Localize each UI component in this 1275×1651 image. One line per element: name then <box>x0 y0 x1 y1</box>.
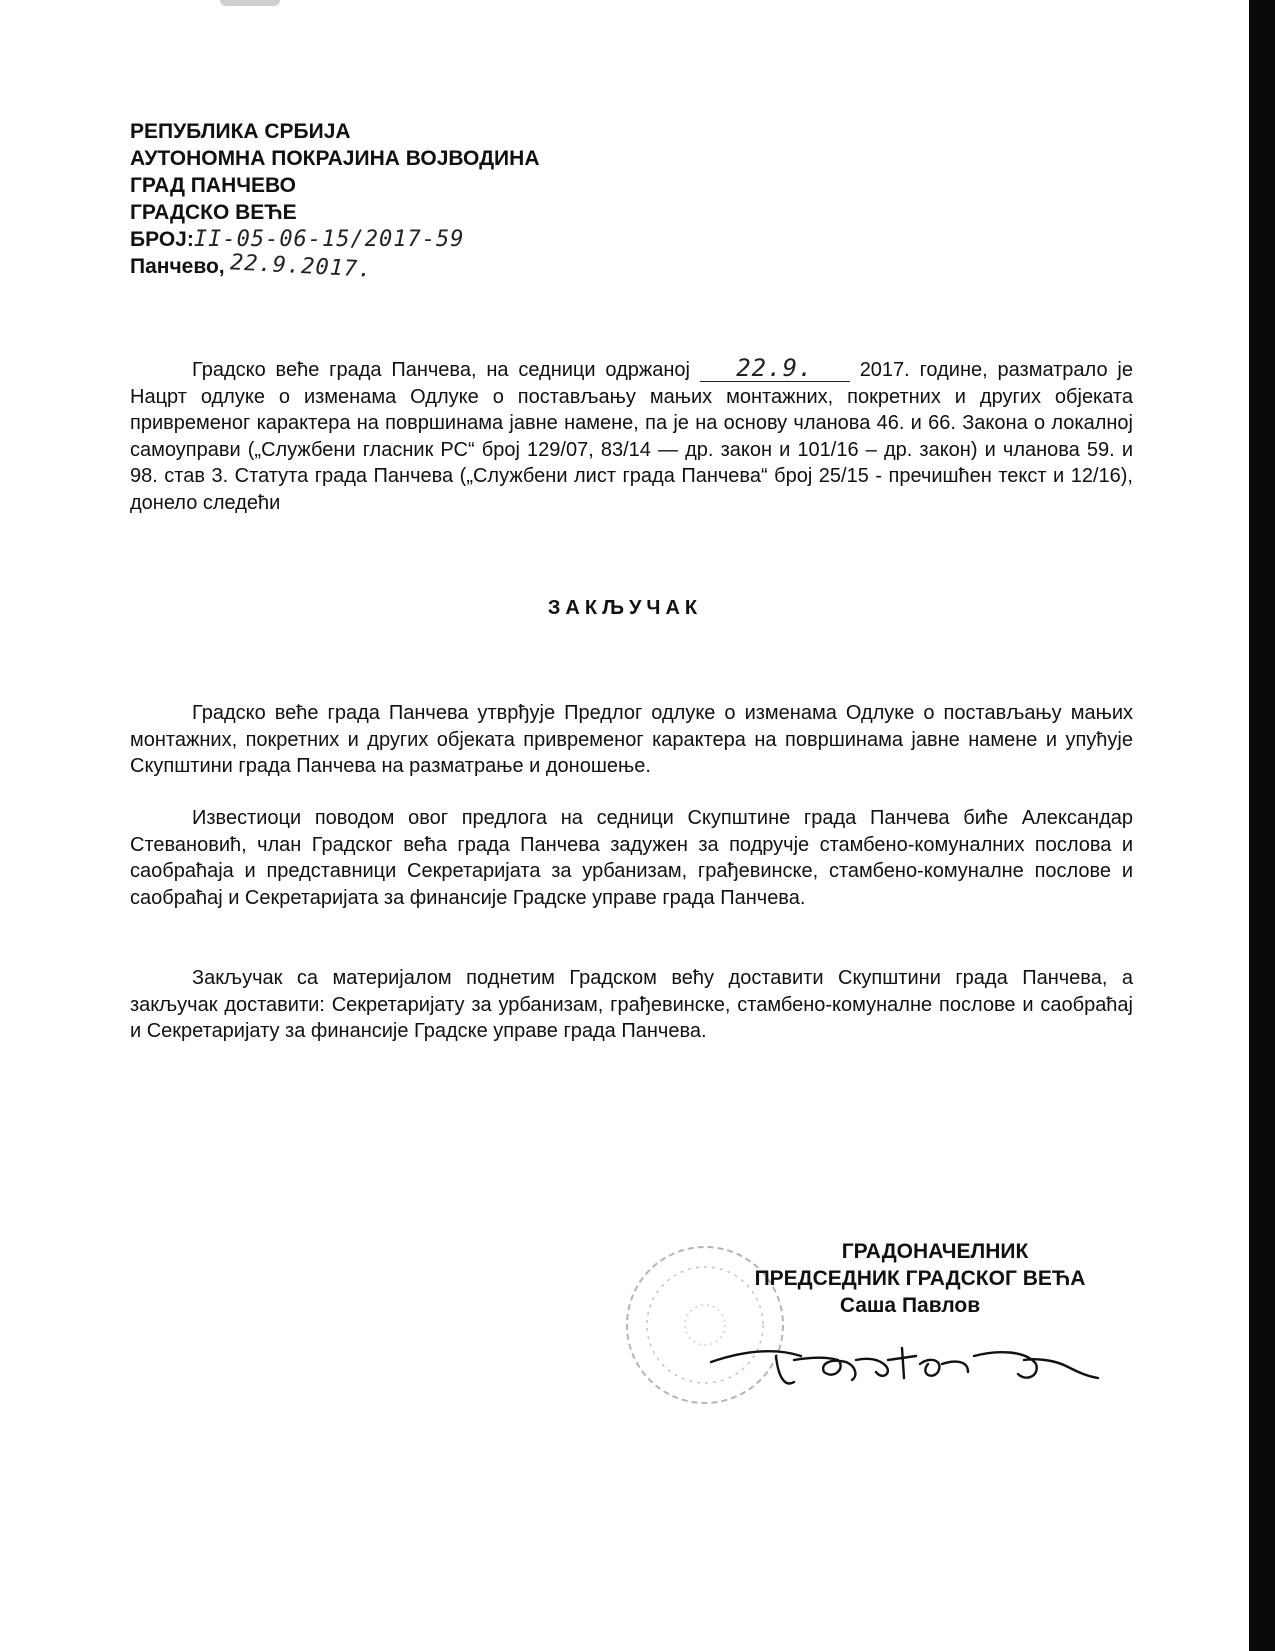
intro-text-before-date: Градско веће града Панчева, на седници одржаној <box>192 359 690 381</box>
header-place-label: Панчево, <box>130 255 225 278</box>
header-province: АУТОНОМНА ПОКРАЈИНА ВОЈВОДИНА <box>130 147 540 170</box>
signatory-title-president: ПРЕДСЕДНИК ГРАДСКОГ ВЕЋА <box>754 1267 1086 1290</box>
document-header <box>130 118 540 283</box>
header-place-line <box>130 250 539 283</box>
signature-block <box>720 1238 1100 1319</box>
header-place-date: 22.9.2017. <box>229 250 374 283</box>
document-title: ЗАКЉУЧАК <box>547 597 703 619</box>
body-paragraph-3 <box>130 965 1133 1045</box>
scan-shadow <box>220 0 280 6</box>
body-paragraph-1-text: Градско веће града Панчева утврђује Предлог одлуке о изменама Одлуке о постављању мањих монтажних, покретних и других објеката привременог карактера на површинама јавне намене и упућује Скупштини града Панчева на разматрање и доношење. <box>130 702 1133 777</box>
body-paragraph-2 <box>130 805 1133 911</box>
header-number-value: II-05-06-15/2017-59 <box>193 227 465 252</box>
body-paragraph-1 <box>130 700 1133 780</box>
scan-edge <box>1249 0 1275 1651</box>
session-date-handwritten: 22.9. <box>736 354 814 382</box>
header-number-label: БРОЈ: <box>130 228 194 251</box>
body-paragraph-3-text: Закључак са материјалом поднетим Градском већу доставити Скупштини града Панчева, а закључак доставити: Секретаријату за урбанизам, грађевинске, стамбено-комуналне послове и саобраћај и Секретаријату за финансије Градске управе града Панчева. <box>130 967 1133 1042</box>
header-republic: РЕПУБЛИКА СРБИЈА <box>130 120 351 143</box>
signatory-name: Саша Павлов <box>839 1294 981 1317</box>
session-date-field <box>700 354 850 382</box>
signatory-title-mayor: ГРАДОНАЧЕЛНИК <box>841 1240 1029 1263</box>
intro-text-after-date: 2017. године, разматрало је Нацрт одлуке о изменама Одлуке о постављању мањих монтажних, покретних и других објеката привременог карактера на површинама јавне намене, па је на основу чланова 46. и 66. Закона о локалној самоуправи („Службени гласник РС“ број 129/07, 83/14 — др. закон и 101/16 – др. закон) и чланова 59. и 98. став 3. Статута града Панчева („Службени лист града Панчева“ број 25/15 - пречишћен текст и 12/16), донело следећи <box>130 359 1133 514</box>
intro-paragraph <box>130 354 1133 516</box>
header-city: ГРАД ПАНЧЕВО <box>130 174 296 197</box>
header-council: ГРАДСКО ВЕЋЕ <box>130 201 297 224</box>
header-number-line <box>130 226 539 253</box>
body-paragraph-2-text: Известиоци поводом овог предлога на седници Скупштине града Панчева биће Александар Стевановић, члан Градског већа града Панчева задужен за подручје стамбено-комуналних послова и саобраћаја и представници Секретаријата за урбанизам, грађевинске, стамбено-комуналне послове и саобраћај и Секретаријата за финансије Градске управе града Панчева. <box>130 807 1133 909</box>
handwritten-signature <box>706 1320 1106 1400</box>
